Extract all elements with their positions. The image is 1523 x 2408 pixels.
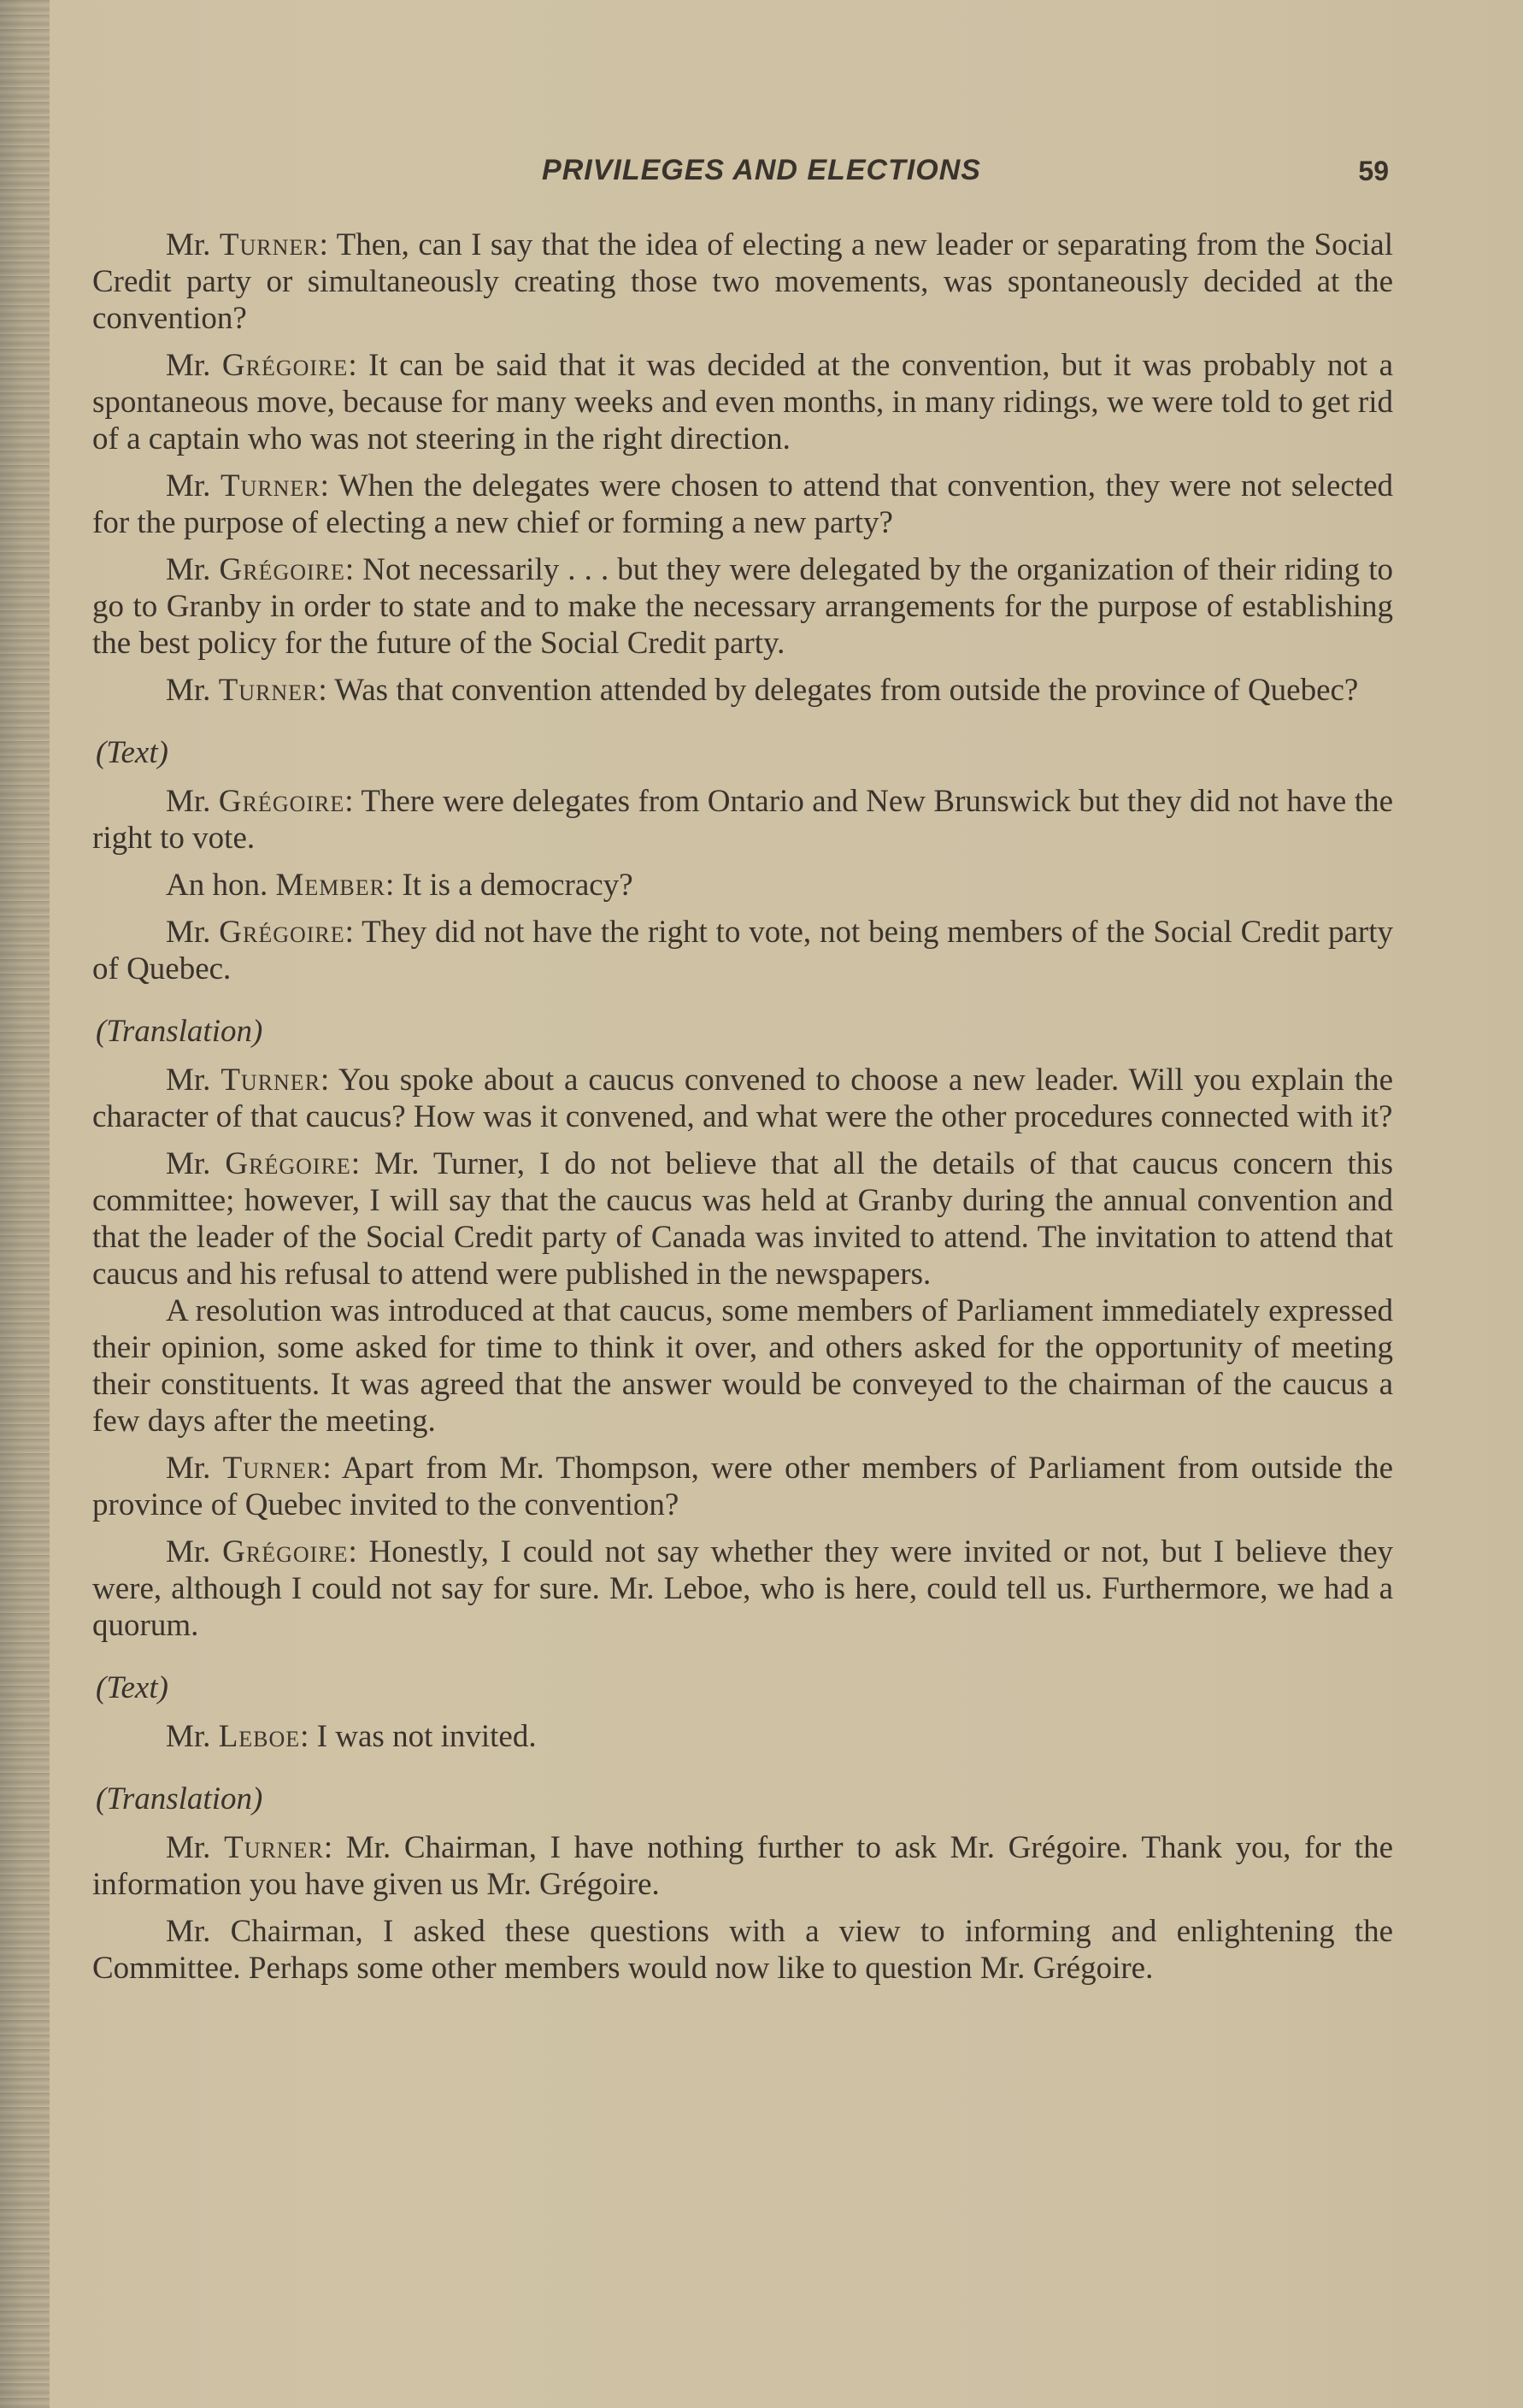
speaker-name: Turner [218, 673, 319, 708]
paragraph-4: Mr. Grégoire: Not necessarily . . . but they were delegated by the organization of their riding to go to Granby in order to state and to make the necessary arrangements for the purpose of establishing the best policy for the future of the Social Credit party. [92, 552, 1393, 661]
paragraph-9: Mr. Turner: You spoke about a caucus convened to choose a new leader. Will you explain the character of that caucus? How was it convened, and what were the other procedures connected with it? [92, 1063, 1393, 1134]
page-body [92, 227, 1393, 1997]
speaker-name: Grégoire [218, 784, 345, 819]
paragraph-15: Mr. Turner: Mr. Chairman, I have nothing further to ask Mr. Grégoire. Thank you, for the information you have given us Mr. Grégoire. [92, 1830, 1393, 1902]
book-binding-edge [0, 0, 50, 2408]
paragraph-12: Mr. Turner: Apart from Mr. Thompson, were other members of Parliament from outside the province of Quebec invited to the convention? [92, 1451, 1393, 1522]
paragraph-16: Mr. Chairman, I asked these questions with a view to informing and enlightening the Committee. Perhaps some other members would now like to question Mr. Grégoire. [92, 1914, 1393, 1986]
page-number: 59 [1358, 156, 1389, 186]
paragraph-2: Mr. Grégoire: It can be said that it was decided at the convention, but it was probably not a spontaneous move, because for many weeks and even months, in many ridings, we were told to get rid of a captain who was not steering in the right direction. [92, 348, 1394, 456]
paragraph-7: An hon. Member: It is a democracy? [166, 868, 633, 903]
running-head: PRIVILEGES AND ELECTIONS [542, 154, 981, 186]
paragraph-3: Mr. Turner: When the delegates were chosen to attend that convention, they were not selected for the purpose of electing a new chief or forming a new party? [92, 468, 1393, 540]
speaker-name: Grégoire [221, 348, 349, 383]
paragraph-1: Mr. Turner: Then, can I say that the idea of electing a new leader or separating from the Social Credit party or simultaneously creating those two movements, was spontaneously decided at the convention? [92, 227, 1393, 336]
paragraph-8: Mr. Grégoire: They did not have the right to vote, not being members of the Social Credit party of Quebec. [92, 915, 1393, 986]
paragraph-5: Mr. Turner: Was that convention attended by delegates from outside the province of Quebec? [166, 673, 1359, 708]
paragraph-11: A resolution was introduced at that caucus, some members of Parliament immediately expressed their opinion, some asked for time to think it over, and others asked for the opportunity of meeting their constituents. It was agreed that the answer would be conveyed to the chairman of the caucus a few days after the meeting. [92, 1293, 1393, 1439]
speaker-name: Grégoire [219, 915, 345, 950]
page-header [0, 154, 1523, 197]
paragraph-6: Mr. Grégoire: There were delegates from Ontario and New Brunswick but they did not have the right to vote. [92, 784, 1393, 856]
speaker-name: Turner [220, 468, 320, 503]
speaker-name: Turner [221, 1063, 321, 1098]
speaker-name: Turner [222, 1451, 323, 1486]
speaker-name: Turner [224, 1830, 324, 1865]
speaker-name: Grégoire [222, 1534, 349, 1569]
section-label-translation: (Translation) [96, 1014, 263, 1049]
paragraph-10: Mr. Grégoire: Mr. Turner, I do not believe that all the details of that caucus concern this committee; however, I will say that the caucus was held at Granby during the annual convention and that the leader of the Social Credit party of Canada was invited to attend. The invitation to attend that caucus and his refusal to attend were published in the newspapers. [92, 1146, 1393, 1292]
speaker-name: Member [275, 868, 385, 903]
speaker-name: Leboe [218, 1719, 301, 1754]
section-label-translation: (Translation) [96, 1781, 263, 1816]
speaker-name: Grégoire [219, 552, 345, 587]
paragraph-13: Mr. Grégoire: Honestly, I could not say whether they were invited or not, but I believe they were, although I could not say for sure. Mr. Leboe, who is here, could tell us. Furthermore, we had a quorum. [92, 1534, 1393, 1643]
speaker-name: Turner [219, 227, 320, 262]
speaker-name: Grégoire [225, 1146, 351, 1181]
paragraph-14: Mr. Leboe: I was not invited. [166, 1719, 537, 1754]
section-label-text: (Text) [96, 735, 168, 770]
section-label-text: (Text) [96, 1670, 168, 1705]
